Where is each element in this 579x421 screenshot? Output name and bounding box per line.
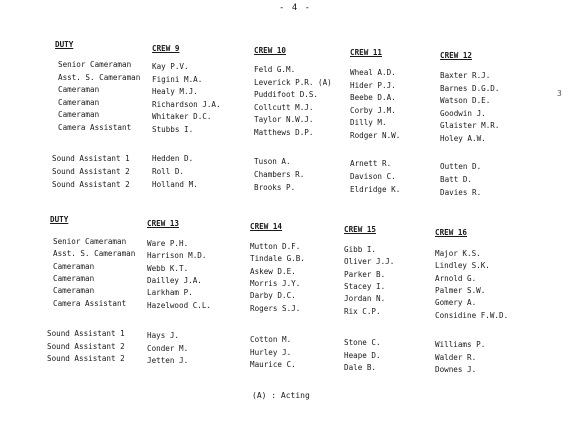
sound-member: Walder R. [435,352,477,362]
sound-member: Maurice C. [250,360,296,370]
sound-member: Conder M. [147,343,189,353]
duty-role: Camera Assistant [53,298,127,308]
sound-member: Downes J. [435,365,477,375]
duty-header: DUTY [55,40,74,49]
sound-member: Hays J. [147,331,180,340]
sound-member: Arnett R. [350,159,392,168]
sound-member: Jetten J. [147,356,189,366]
crew-member: Hider P.J. [350,80,396,90]
crew-member: Stubbs I. [152,125,194,134]
crew-member: Rix C.P. [344,306,381,316]
duty-sound-role: Sound Assistant 1 [52,154,130,163]
crew-member: Wheal A.D. [350,68,396,77]
duty-sound-role: Sound Assistant 2 [52,167,130,176]
crew-member: Gomery A. [435,298,477,308]
duty-sound-role: Sound Assistant 2 [47,341,125,351]
page-number: - 4 - [279,3,312,13]
crew-member: Askew D.E. [250,266,296,276]
crew-header: CREW 15 [344,225,377,234]
crew-header: CREW 11 [350,48,383,57]
crew-member: Ware P.H. [147,239,189,248]
sound-member: Holland M. [152,180,198,189]
crew-member: Healy M.J. [152,87,198,97]
crew-member: Hazelwood C.L. [147,300,212,310]
duty-role: Cameraman [58,110,100,120]
duty-sound-role: Sound Assistant 2 [52,180,130,189]
sound-member: Stone C. [344,338,381,347]
crew-member: Richardson J.A. [152,99,221,109]
sound-member: Eldridge K. [350,185,401,194]
crew-member: Collcutt M.J. [254,102,314,112]
duty-role: Senior Cameraman [53,237,127,246]
sound-member: Heape D. [344,350,381,360]
crew-member: Leverick P.R. (A) [254,77,332,87]
crew-member: Puddifoot D.S. [254,90,319,100]
crew-member: Rogers S.J. [250,303,301,313]
crew-member: Baxter R.J. [440,71,491,80]
crew-member: Goodwin J. [440,108,486,118]
sound-member: Hurley J. [250,347,292,357]
crew-member: Morris J.Y. [250,278,301,288]
crew-member: Barnes D.G.D. [440,83,500,93]
crew-member: Feld G.M. [254,65,296,74]
crew-member: Figini M.A. [152,74,203,84]
duty-role: Camera Assistant [58,123,132,132]
crew-member: Arnold G. [435,273,477,283]
crew-member: Harrison M.D. [147,251,207,261]
sound-member: Outten D. [440,162,482,171]
duty-role: Cameraman [58,85,100,95]
crew-member: Jordan N. [344,294,386,304]
crew-header: CREW 13 [147,219,180,228]
sound-member: Dale B. [344,363,377,373]
crew-member: Major K.S. [435,249,481,258]
crew-header: CREW 12 [440,51,473,60]
crew-member: Kay P.V. [152,62,189,71]
duty-header: DUTY [50,215,69,224]
crew-member: Glaister M.R. [440,121,500,131]
crew-member: Holey A.W. [440,134,486,143]
margin-mark: 3 [557,89,562,98]
crew-member: Dilly M. [350,118,387,128]
crew-member: Taylor N.W.J. [254,115,314,125]
footer-note: (A) : Acting [252,391,310,400]
crew-member: Lindley S.K. [435,261,490,271]
crew-member: Whitaker D.C. [152,112,212,122]
crew-member: Considine F.W.D. [435,310,509,320]
sound-member: Cotton M. [250,335,292,344]
crew-header: CREW 9 [152,44,180,53]
crew-member: Larkham P. [147,288,193,298]
crew-member: Dailley J.A. [147,275,202,285]
sound-member: Roll D. [152,167,185,176]
crew-member: Oliver J.J. [344,257,395,267]
sound-member: Brooks P. [254,183,296,192]
duty-role: Cameraman [53,261,95,271]
crew-member: Palmer S.W. [435,285,486,295]
duty-role: Cameraman [53,286,95,296]
sound-member: Davies R. [440,188,482,197]
crew-member: Gibb I. [344,245,377,254]
duty-role: Senior Cameraman [58,60,132,69]
duty-sound-role: Sound Assistant 1 [47,329,125,338]
duty-role: Cameraman [53,273,95,283]
duty-role: Asst. S. Cameraman [58,72,141,82]
crew-member: Webb K.T. [147,263,189,273]
crew-member: Matthews D.P. [254,128,314,137]
sound-member: Williams P. [435,340,486,349]
duty-sound-role: Sound Assistant 2 [47,354,125,364]
sound-member: Tuson A. [254,157,291,166]
crew-member: Darby D.C. [250,291,296,301]
crew-member: Rodger N.W. [350,131,401,140]
crew-member: Mutton D.F. [250,242,301,251]
sound-member: Batt D. [440,175,473,184]
sound-member: Davison C. [350,172,396,181]
crew-header: CREW 14 [250,222,283,231]
duty-role: Asst. S. Cameraman [53,249,136,259]
crew-header: CREW 10 [254,46,287,55]
crew-member: Beebe D.A. [350,93,396,103]
crew-member: Tindale G.B. [250,254,305,264]
crew-member: Parker B. [344,269,386,279]
crew-header: CREW 16 [435,228,468,237]
crew-member: Corby J.M. [350,105,396,115]
crew-member: Stacey I. [344,281,386,291]
sound-member: Chambers R. [254,170,305,179]
crew-member: Watson D.E. [440,96,491,106]
duty-role: Cameraman [58,97,100,107]
sound-member: Hedden D. [152,154,194,163]
